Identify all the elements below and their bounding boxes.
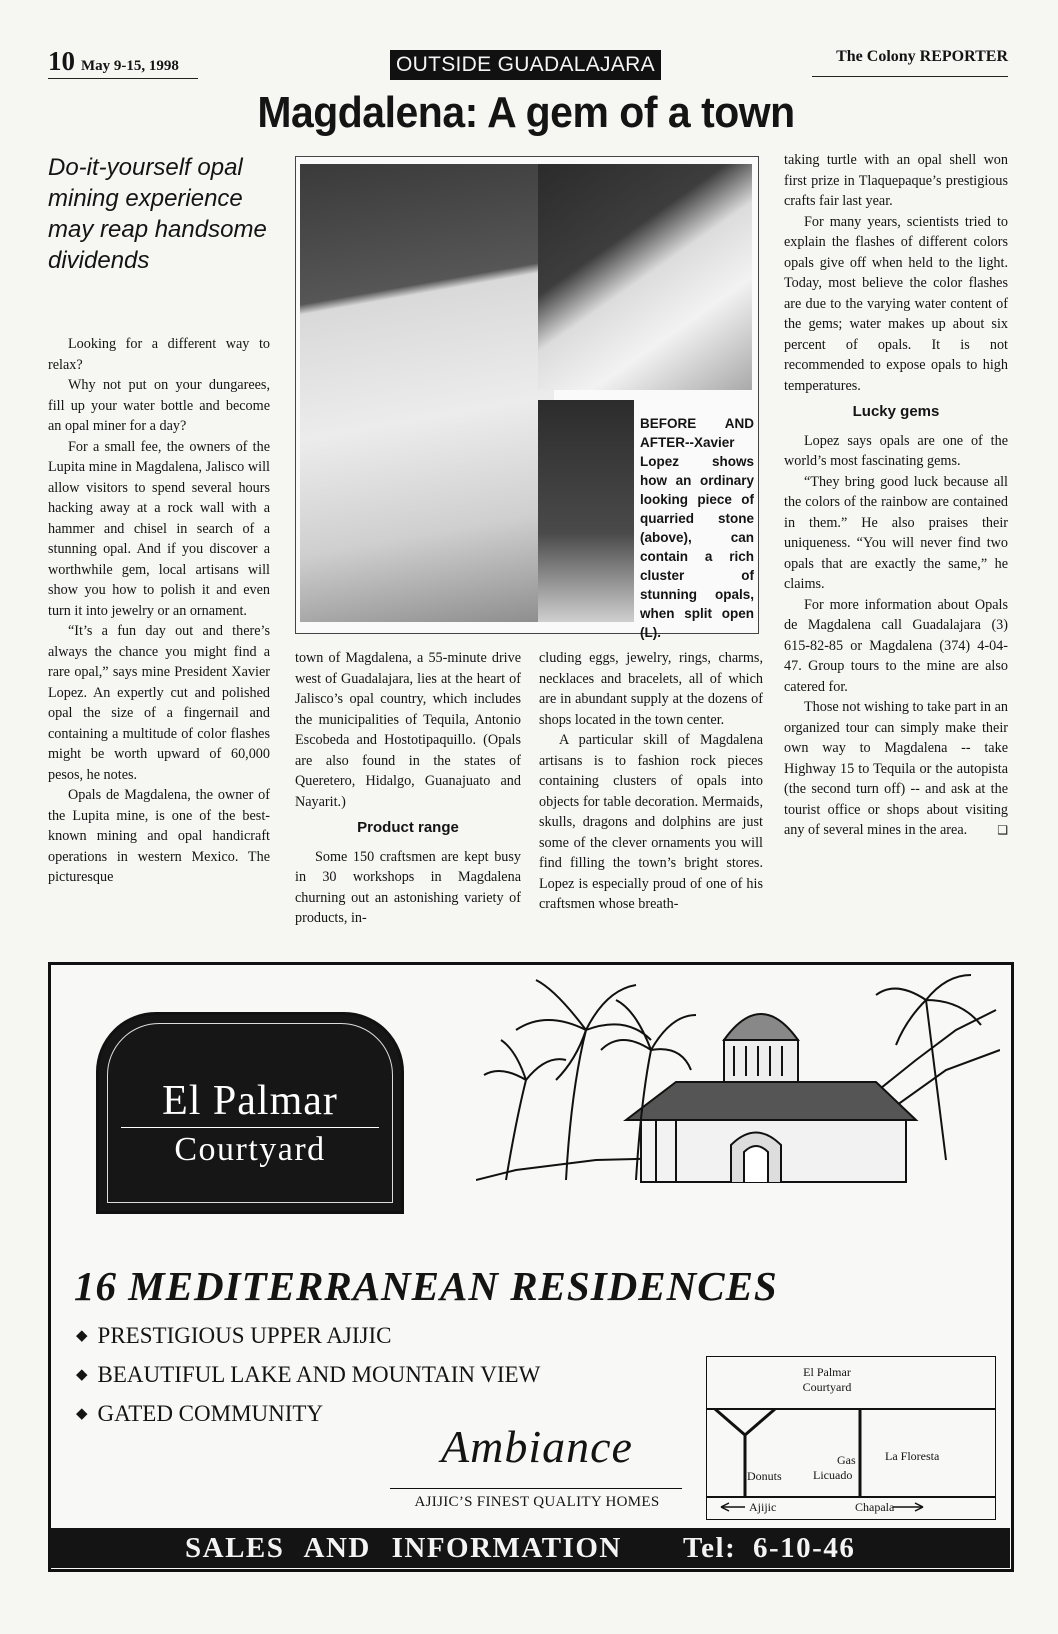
article-column-4: [784, 150, 1008, 841]
photo-opal-cluster: [538, 400, 634, 622]
ad-headline: 16 MEDITERRANEAN RESIDENCES: [74, 1263, 778, 1309]
article-deck: Do-it-yourself opal mining experience may reap handsome dividends: [48, 154, 267, 274]
map-label-donuts: Donuts: [747, 1469, 782, 1483]
article-column-2: [295, 648, 521, 929]
paragraph: [784, 697, 1008, 841]
map-label-licuado: Licuado: [813, 1468, 853, 1482]
end-mark-icon: ❑: [997, 823, 1008, 837]
paragraph: Lopez says opals are one of the world’s most fascinating gems.: [784, 432, 1008, 469]
paragraph-text: Those not wishing to take part in an organized tour can simply make their own way to Magdalena -- take Highway 15 to Tequila or the autopista (the second turn off) -- and ask at the tourist office or shops about visiting any of several mines in the area.: [784, 699, 1008, 838]
map-label-gas: Gas: [837, 1453, 856, 1467]
brand-tagline: AJIJIC’S FINEST QUALITY HOMES: [414, 1494, 660, 1510]
location-map: [706, 1356, 996, 1520]
paragraph: Why not put on your dungarees, fill up your water bottle and become an opal miner for a day?: [48, 377, 270, 434]
logo-subtitle: Courtyard: [174, 1131, 326, 1168]
ad-feature-list: [76, 1318, 540, 1435]
sales-label: SALES AND INFORMATION: [185, 1532, 622, 1564]
paragraph: “It’s a fun day out and there’s always the chance you might find a rare opal,” says mine President Xavier Lopez. An expertly cut and polished opal the size of a fingernail and containing a multitude of color flashes might be worth upward of 60,000 pesos, he notes.: [48, 623, 270, 783]
logo-divider: [121, 1127, 379, 1128]
paragraph: For more information about Opals de Magdalena call Guadalajara (3) 615-82-85 or Magdalena (374) 4-04-47. Group tours to the mine are also catered for.: [784, 596, 1008, 695]
map-label-el-palmar: El Palmar Courtyard: [802, 1365, 852, 1394]
article-column-1: [48, 334, 270, 888]
paragraph: Some 150 craftsmen are kept busy in 30 workshops in Magdalena churning out an astonishing variety of products, in-: [295, 848, 521, 926]
photo-quarried-stone: [538, 164, 752, 390]
paragraph: cluding eggs, jewelry, rings, charms, necklaces and bracelets, all of which are in abundant supply at the dozens of shops located in the town center.: [539, 650, 763, 728]
logo-name: El Palmar: [162, 1078, 338, 1124]
feature-item: ◆ BEAUTIFUL LAKE AND MOUNTAIN VIEW: [76, 1357, 540, 1396]
page-folio: [48, 46, 198, 79]
subhead-lucky-gems: Lucky gems: [852, 403, 940, 420]
paragraph: Looking for a different way to relax?: [48, 336, 270, 373]
publication-name: The Colony REPORTER: [812, 48, 1008, 77]
paragraph: town of Magdalena, a 55-minute drive west of Guadalajara, lies at the heart of Jalisco’s opal country, which includes the municipalities of Tequila, Antonio Escobeda and Hostotipaquillo. (Opals are also found in the states of Queretero, Hidalgo, Guanajuato and Nayarit.): [295, 650, 521, 810]
feature-item: ◆ PRESTIGIOUS UPPER AJIJIC: [76, 1318, 540, 1357]
subhead-product-range: Product range: [357, 819, 459, 836]
issue-date: May 9-15, 1998: [81, 58, 179, 74]
paragraph: A particular skill of Magdalena artisans is to fashion rock pieces containing clusters of opals into objects for table decoration. Mermaids, skulls, dragons and dolphins are just some of the clever ornaments you will find filling the town’s bright stores. Lopez is especially proud of one of his craftsmen whose breath-: [539, 732, 763, 912]
paragraph: For many years, scientists tried to explain the flashes of different colors opals give off when held to the light. Today, most believe the color flashes are due to the varying water content of the gems; water makes up about six percent of opals. It is not recommended to expose opals to high temperatures.: [784, 213, 1008, 394]
page-number: 10: [48, 46, 75, 76]
article-headline: Magdalena: A gem of a town: [257, 88, 795, 137]
photo-caption: BEFORE AND AFTER--Xavier Lopez shows how an ordinary looking piece of quarried stone (above), can contain a rich cluster of stunning opals, when split open (L).: [640, 416, 754, 640]
paragraph: taking turtle with an opal shell won first prize in Tlaquepaque’s prestigious crafts fair last year.: [784, 152, 1008, 209]
paragraph: “They bring good luck because all the colors of the rainbow are contained in them.” He also praises their uniqueness. “You will never find two opals that are exactly the same,” he claims.: [784, 473, 1008, 592]
section-label: OUTSIDE GUADALAJARA: [390, 50, 661, 80]
map-label-chapala: Chapala: [855, 1500, 895, 1514]
brand-divider: [390, 1488, 682, 1489]
map-label-la-floresta: La Floresta: [885, 1449, 940, 1463]
ambiance-brand: Ambiance: [441, 1421, 633, 1472]
paragraph: Opals de Magdalena, the owner of the Lupita mine, is one of the best-known mining and opal handicraft operations in western Mexico. The picturesque: [48, 787, 270, 885]
feature-item: ◆ GATED COMMUNITY: [76, 1396, 540, 1435]
el-palmar-logo: [96, 1012, 404, 1214]
paragraph: For a small fee, the owners of the Lupita mine in Magdalena, Jalisco will allow visitors to spend several hours hacking away at a rock wall with a hammer and chisel in search of a stunning opal. And if you discover a worthwhile gem, local artisans will show you how to polish it and even turn it into jewelry or an ornament.: [48, 438, 270, 619]
villa-illustration: [476, 970, 1000, 1210]
photo-xavier-lopez: [300, 164, 554, 622]
sales-info-bar: [50, 1528, 1010, 1568]
sales-phone: Tel: 6-10-46: [683, 1532, 856, 1564]
article-column-3: [539, 648, 763, 915]
map-label-ajijic: Ajijic: [749, 1500, 777, 1514]
